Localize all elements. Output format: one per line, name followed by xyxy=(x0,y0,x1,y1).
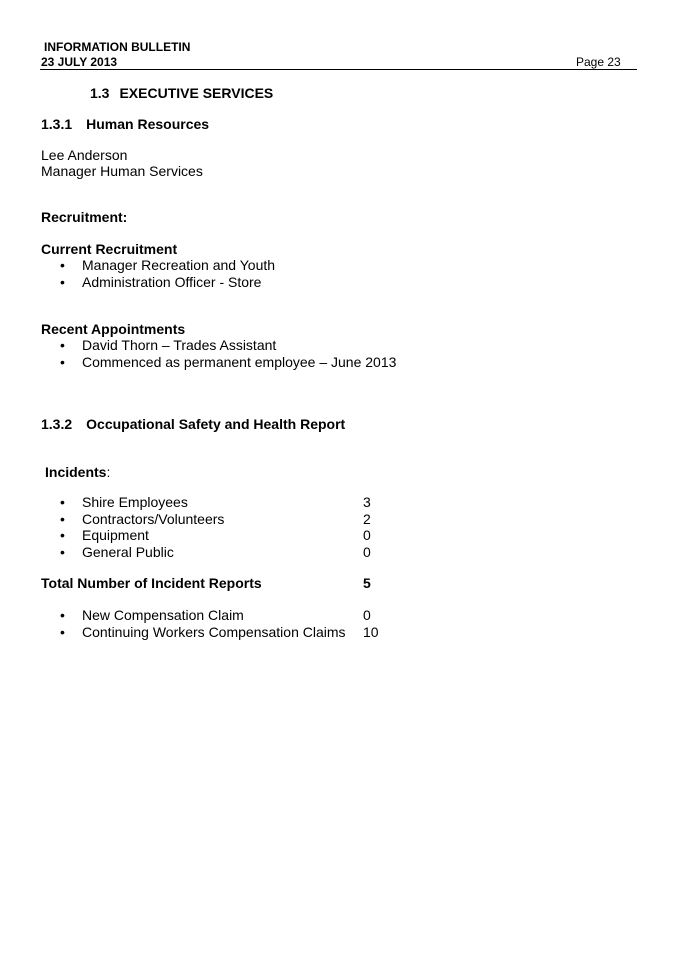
bullet-icon: • xyxy=(60,354,65,370)
claim-label: Continuing Workers Compensation Claims xyxy=(82,624,346,640)
recent-appointments-heading: Recent Appointments xyxy=(41,321,186,337)
bullet-icon: • xyxy=(60,257,65,273)
section-number: 1.3 xyxy=(90,85,110,101)
bullet-icon: • xyxy=(60,624,65,640)
recruitment-heading: Recruitment: xyxy=(41,209,128,225)
claim-label: New Compensation Claim xyxy=(82,607,244,623)
total-count: 5 xyxy=(363,575,371,591)
incident-label: Shire Employees xyxy=(82,494,188,510)
total-label: Total Number of Incident Reports xyxy=(41,575,262,591)
bullet-icon: • xyxy=(60,544,65,560)
incident-count: 0 xyxy=(363,527,371,543)
table-row xyxy=(60,527,400,544)
section-heading xyxy=(90,85,273,102)
hr-number: 1.3.1 xyxy=(41,116,73,132)
hr-heading xyxy=(41,116,209,133)
osh-heading xyxy=(41,416,345,433)
current-recruitment-heading: Current Recruitment xyxy=(41,241,178,257)
bullet-icon: • xyxy=(60,494,65,510)
incidents-label: Incidents xyxy=(45,464,107,480)
osh-title: Occupational Safety and Health Report xyxy=(86,416,346,432)
table-row xyxy=(60,624,400,641)
table-row xyxy=(60,544,400,561)
incident-label: Equipment xyxy=(82,527,149,543)
bulletin-date: 23 JULY 2013 xyxy=(41,55,118,69)
list-item-text: Administration Officer - Store xyxy=(82,274,262,290)
incident-count: 0 xyxy=(363,544,371,560)
list-item xyxy=(60,274,261,291)
bullet-icon: • xyxy=(60,527,65,543)
bullet-icon: • xyxy=(60,274,65,290)
table-row xyxy=(60,511,400,528)
incident-label: General Public xyxy=(82,544,174,560)
total-incidents-row xyxy=(41,575,381,592)
list-item-text: David Thorn – Trades Assistant xyxy=(82,337,277,353)
section-title: EXECUTIVE SERVICES xyxy=(119,85,274,101)
claim-count: 10 xyxy=(363,624,379,640)
table-row xyxy=(60,607,400,624)
hr-title: Human Resources xyxy=(86,116,210,132)
bullet-icon: • xyxy=(60,511,65,527)
table-row xyxy=(60,494,400,511)
bullet-icon: • xyxy=(60,607,65,623)
osh-number: 1.3.2 xyxy=(41,416,73,432)
list-item-text: Manager Recreation and Youth xyxy=(82,257,276,273)
author-role: Manager Human Services xyxy=(41,163,203,179)
bullet-icon: • xyxy=(60,337,65,353)
list-item-text: Commenced as permanent employee – June 2013 xyxy=(82,354,397,370)
incident-count: 3 xyxy=(363,494,371,510)
incident-count: 2 xyxy=(363,511,371,527)
incident-label: Contractors/Volunteers xyxy=(82,511,225,527)
bulletin-title: INFORMATION BULLETIN xyxy=(44,40,191,54)
incidents-heading xyxy=(45,464,110,481)
incidents-colon: : xyxy=(106,464,111,480)
author-name: Lee Anderson xyxy=(41,147,128,163)
header-divider xyxy=(40,69,637,70)
claim-count: 0 xyxy=(363,607,371,623)
list-item xyxy=(60,354,396,371)
page-number: Page 23 xyxy=(576,55,621,69)
list-item xyxy=(60,337,276,354)
list-item xyxy=(60,257,275,274)
